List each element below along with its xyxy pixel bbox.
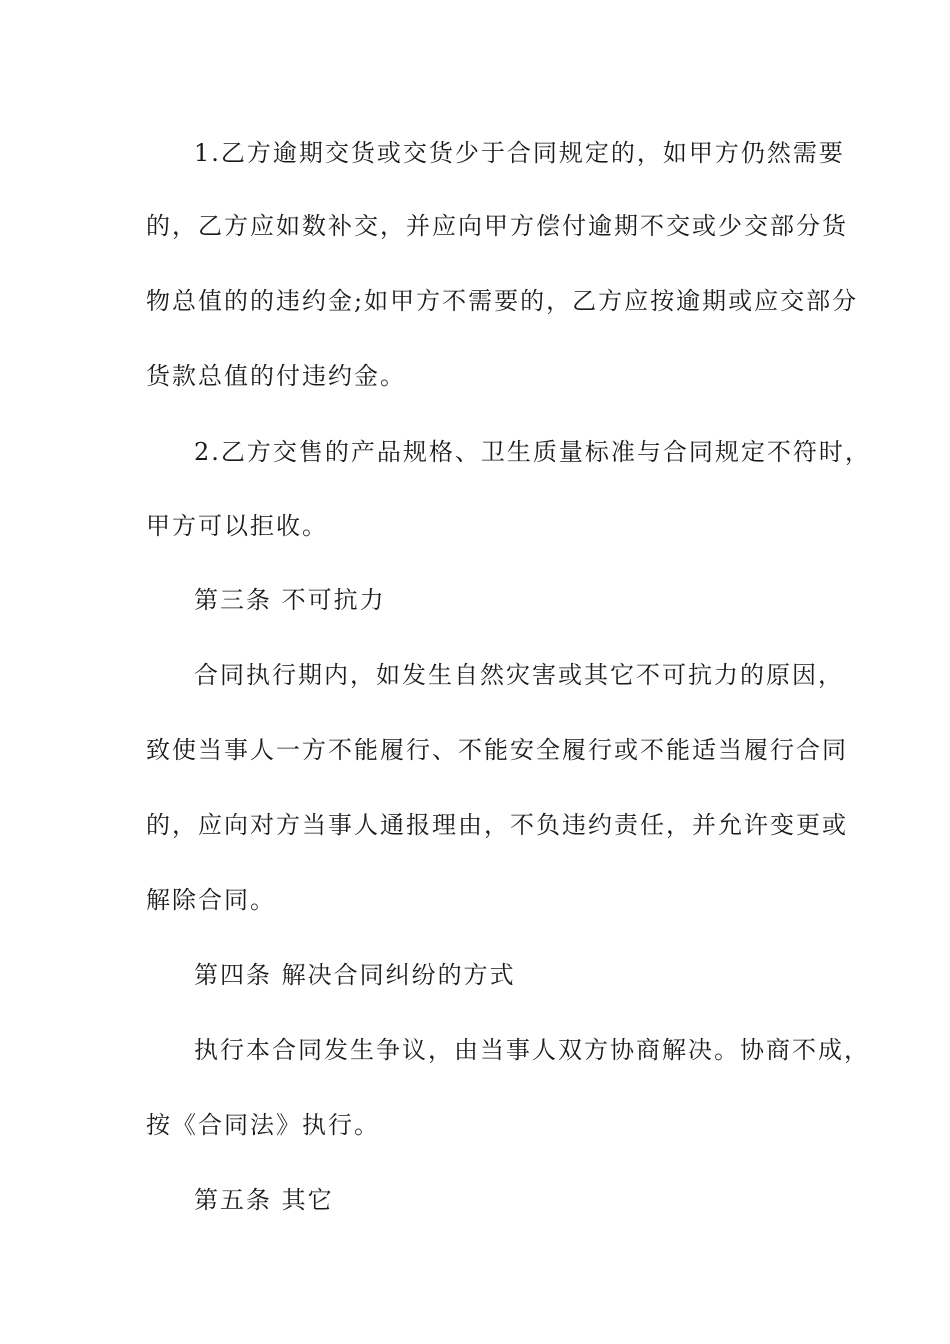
article-3-line-4: 解除合同。 <box>146 886 276 914</box>
clause-1-line-4: 货款总值的付违约金。 <box>146 362 406 390</box>
article-3-heading: 第三条 不可抗力 <box>194 586 386 614</box>
article-5-heading: 第五条 其它 <box>194 1186 334 1214</box>
clause-2-line-1: 2.乙方交售的产品规格、卫生质量标准与合同规定不符时， <box>194 438 871 466</box>
clause-1-line-1: 1.乙方逾期交货或交货少于合同规定的，如甲方仍然需要 <box>194 139 845 167</box>
article-4-heading: 第四条 解决合同纠纷的方式 <box>194 961 516 989</box>
article-3-line-3: 的，应向对方当事人通报理由，不负违约责任，并允许变更或 <box>146 811 848 839</box>
clause-1-line-2: 的，乙方应如数补交，并应向甲方偿付逾期不交或少交部分货 <box>146 212 848 240</box>
article-4-line-2: 按《合同法》执行。 <box>146 1111 380 1139</box>
article-3-line-2: 致使当事人一方不能履行、不能安全履行或不能适当履行合同 <box>146 736 848 764</box>
clause-1-line-3: 物总值的的违约金;如甲方不需要的，乙方应按逾期或应交部分 <box>146 287 859 315</box>
article-3-line-1: 合同执行期内，如发生自然灾害或其它不可抗力的原因， <box>194 661 844 689</box>
clause-2-line-2: 甲方可以拒收。 <box>146 512 328 540</box>
article-4-line-1: 执行本合同发生争议，由当事人双方协商解决。协商不成， <box>194 1036 870 1064</box>
